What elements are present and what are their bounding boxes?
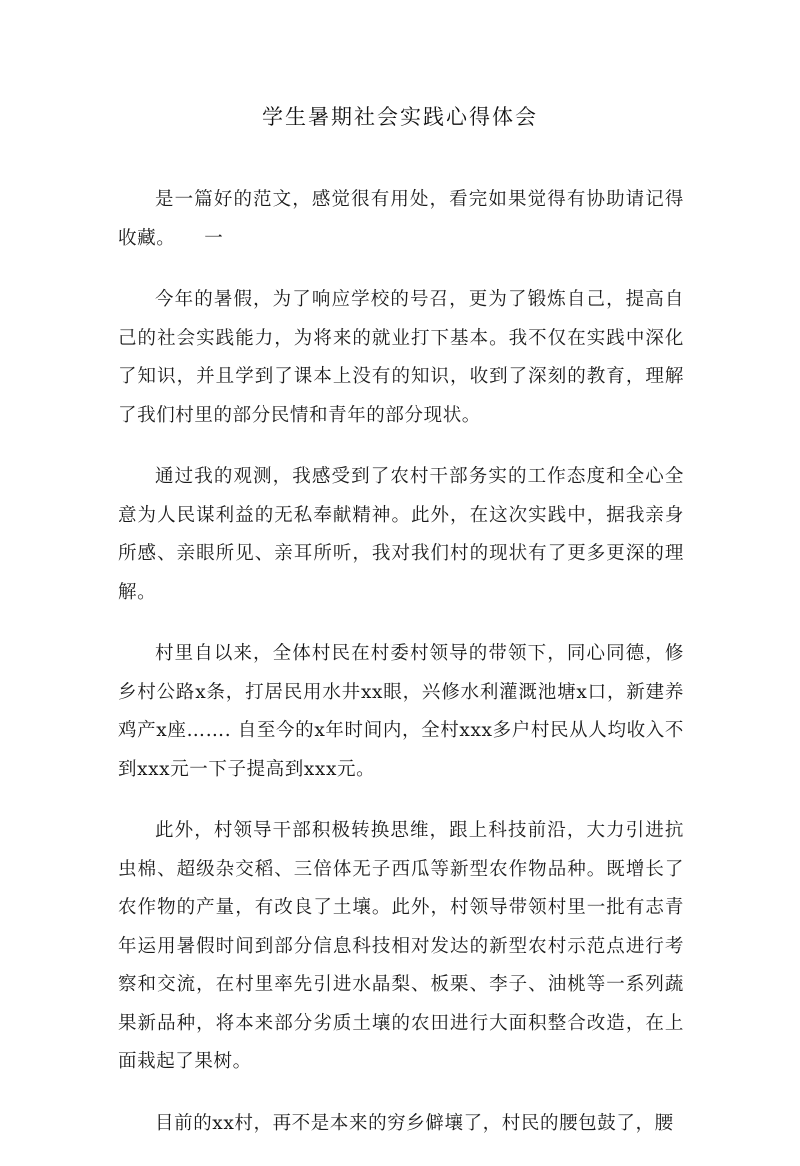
document-body [118, 181, 684, 1166]
paragraph-observation: 通过我的观测，我感受到了农村干部务实的工作态度和全心全意为人民谋利益的无私奉献精神。此外，在这次实践中，据我亲身所感、亲眼所见、亲耳所听，我对我们村的现状有了更多更深的理解。 [118, 466, 684, 603]
paragraph-technology: 此外，村领导干部积极转换思维，跟上科技前沿，大力引进抗虫棉、超级杂交稻、三倍体无子西瓜等新型农作物品种。既增长了农作物的产量，有改良了土壤。此外，村领导带领村里一批有志青年运用暑假时间到部分信息科技相对发达的新型农村示范点进行考察和交流，在村里率先引进水晶梨、板栗、李子、油桃等一系列蔬果新品种，将本来部分劣质土壤的农田进行大面积整合改造，在上面栽起了果树。 [118, 820, 684, 1072]
paragraph-intro: 是一篇好的范文，感觉很有用处，看完如果觉得有协助请记得收藏。 一 [118, 189, 684, 249]
document-title: 学生暑期社会实践心得体会 [262, 105, 538, 129]
paragraph-current-village: 目前的xx村，再不是本来的穷乡僻壤了，村民的腰包鼓了，腰 [155, 1112, 674, 1134]
paragraph-village-development: 村里自以来，全体村民在村委村领导的带领下，同心同德，修乡村公路x条，打居民用水井xx眼，兴修水利灌溉池塘x口，新建养鸡产x座……. 自至今的x年时间内，全村xxx多户村民从人均收入不到xxx元一下子提高到xxx元。 [118, 643, 684, 780]
paragraph-summer-practice: 今年的暑假，为了响应学校的号召，更为了锻炼自己，提高自己的社会实践能力，为将来的就业打下基本。我不仅在实践中深化了知识，并且学到了课本上没有的知识，收到了深刻的教育，理解了我们村里的部分民情和青年的部分现状。 [118, 289, 684, 426]
